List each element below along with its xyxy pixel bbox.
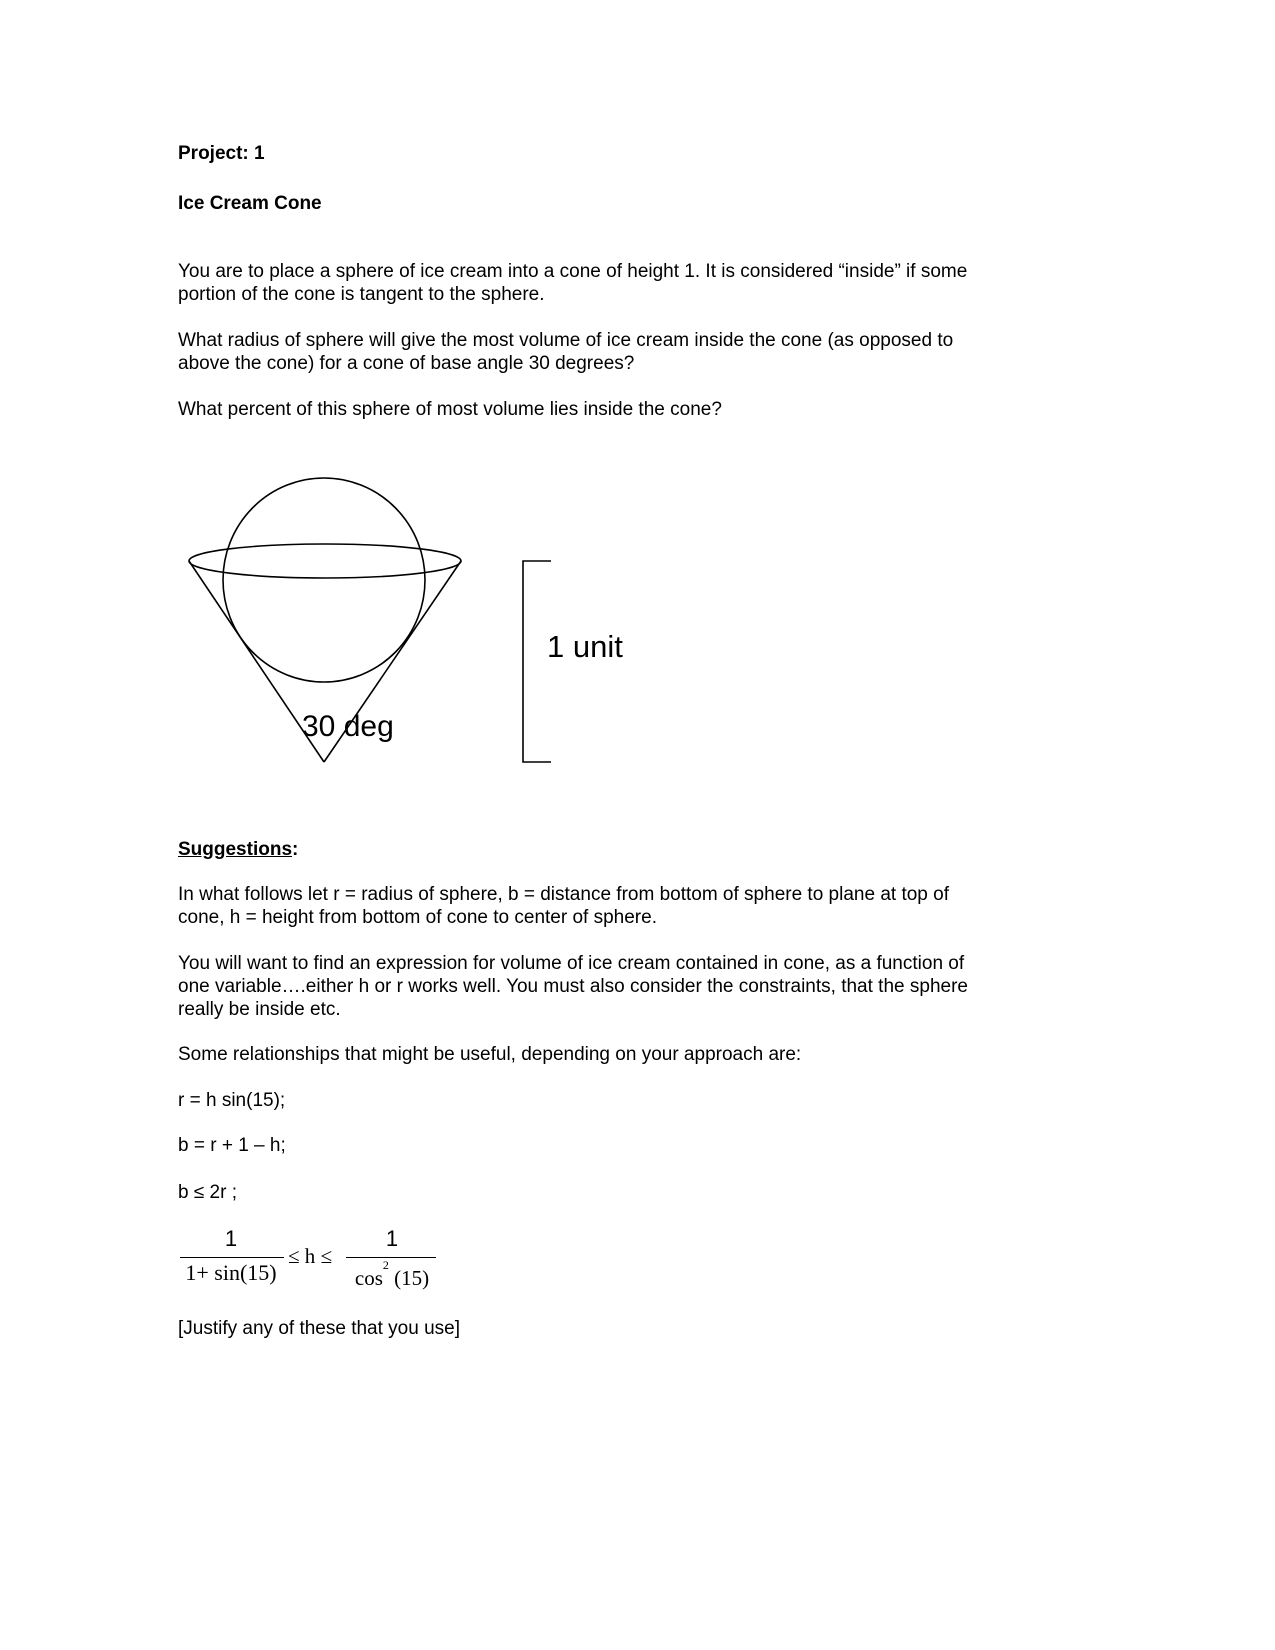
inequality-middle: ≤ h ≤ xyxy=(288,1244,333,1268)
right-numerator: 1 xyxy=(385,1226,399,1251)
suggestions-heading-colon: : xyxy=(292,839,299,860)
cone-sphere-figure xyxy=(0,0,1275,820)
suggestions-heading-text: Suggestions xyxy=(178,839,293,860)
suggestion-paragraph-1 xyxy=(178,883,949,929)
left-denominator: 1+ sin(15) xyxy=(185,1260,277,1285)
suggestions-heading xyxy=(178,838,298,861)
intro-paragraph-3: What percent of this sphere of most volume lies inside the cone? xyxy=(178,399,722,420)
suggestion-p2-line-1: You will want to find an expression for volume of ice cream contained in cone, as a function of xyxy=(178,953,965,974)
inequality-b: b ≤ 2r ; xyxy=(178,1182,238,1203)
suggestion-p1-line-2: cone, h = height from bottom of cone to center of sphere. xyxy=(178,907,657,928)
intro-p2-line-1: What radius of sphere will give the most volume of ice cream inside the cone (as opposed to xyxy=(178,330,954,351)
left-fraction-bar xyxy=(180,1257,284,1258)
intro-p1-line-1: You are to place a sphere of ice cream into a cone of height 1. It is considered “inside” if some xyxy=(178,261,968,282)
intro-p1-line-2: portion of the cone is tangent to the sphere. xyxy=(178,284,545,305)
suggestion-p2-line-2: one variable….either h or r works well. You must also consider the constraints, that the sphere xyxy=(178,976,968,997)
suggestion-p2-line-3: really be inside etc. xyxy=(178,999,341,1020)
h-inequality xyxy=(178,1226,458,1296)
left-numerator: 1 xyxy=(224,1226,238,1251)
suggestion-p1-line-1: In what follows let r = radius of sphere, b = distance from bottom of sphere to plane at top of xyxy=(178,884,949,905)
justify-note: [Justify any of these that you use] xyxy=(178,1318,460,1339)
right-denominator xyxy=(346,1260,438,1291)
suggestion-paragraph-3: Some relationships that might be useful, depending on your approach are: xyxy=(178,1044,802,1065)
equation-r: r = h sin(15); xyxy=(178,1090,286,1111)
sphere-circle xyxy=(223,478,425,682)
height-label: 1 unit xyxy=(547,629,623,664)
cone-rim-ellipse xyxy=(189,544,461,578)
suggestion-paragraph-2 xyxy=(178,952,968,1021)
right-fraction-bar xyxy=(346,1257,436,1258)
angle-label: 30 deg xyxy=(302,710,394,743)
cos-exponent: 2 xyxy=(382,1258,389,1272)
project-label: Project: 1 xyxy=(178,143,265,164)
intro-p2-line-2: above the cone) for a cone of base angle 30 degrees? xyxy=(178,353,635,374)
equation-b: b = r + 1 – h; xyxy=(178,1135,286,1156)
page-title: Ice Cream Cone xyxy=(178,193,322,214)
cos-text: cos xyxy=(354,1266,383,1290)
cos-argument: (15) xyxy=(388,1266,430,1290)
